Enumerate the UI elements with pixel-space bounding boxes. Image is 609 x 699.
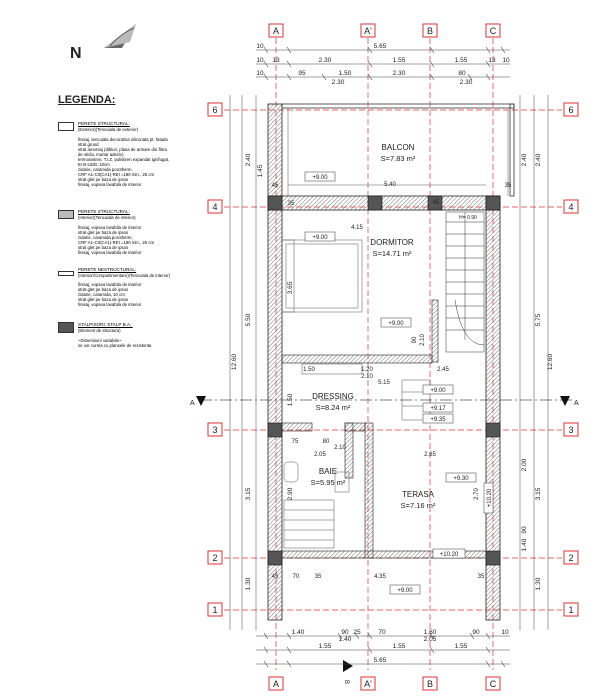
svg-text:+9.00: +9.00 xyxy=(397,588,413,594)
svg-text:A: A xyxy=(574,400,579,407)
svg-text:+9.00: +9.00 xyxy=(430,388,446,394)
axis-markers-bottom xyxy=(269,677,500,690)
legend-body-column: ~Dimensiuni variabile~ se vor corela cu plansele de rezistenta xyxy=(78,338,152,348)
svg-text:1.50: 1.50 xyxy=(303,367,315,373)
svg-text:95: 95 xyxy=(298,70,306,77)
top-dimensions xyxy=(256,43,510,86)
svg-text:90: 90 xyxy=(472,629,480,636)
room-area-dormitor: S=14.71 m² xyxy=(372,249,412,258)
svg-text:6: 6 xyxy=(568,105,574,115)
bathroom-fixtures xyxy=(284,462,349,548)
svg-text:2.30: 2.30 xyxy=(392,70,406,77)
svg-text:B: B xyxy=(343,680,349,685)
legend-body-exterior: finisaj, tencuiala decorativa siliconata pt. fatada strat grund strat amorsaj (dibluri, plasa de armare din fibra de sticla, mortar adeziv) termosistem, T.I.Z. polistiren expandat ignifugat, EI B-s2d0, 10cm zidarie, caramida porotherm, CRF A1-C0(CA1)-REI =180 min., 25 cm strat glet pe baza de ipsos finisaj, vopsea lavabila de interior xyxy=(78,137,170,187)
svg-text:1.55: 1.55 xyxy=(392,643,406,650)
axis-label-b: B xyxy=(426,26,434,36)
svg-text:4.15: 4.15 xyxy=(351,225,363,231)
svg-text:2: 2 xyxy=(212,553,218,563)
svg-text:13: 13 xyxy=(272,57,280,64)
legend-sub-interior: (Interior)(Tencuiala de interior) xyxy=(78,215,136,220)
right-dimensions xyxy=(521,153,554,590)
svg-text:1.55: 1.55 xyxy=(454,643,468,650)
legend-sub-nonstructural: (Interior/Compartimentare)(Tencuiala de interior) xyxy=(78,273,170,278)
svg-text:1.55: 1.55 xyxy=(318,643,332,650)
legend-sub-exterior: (Exterior)(Tencuiala de exterior) xyxy=(78,127,139,132)
svg-text:+9.35: +9.35 xyxy=(430,417,446,423)
legend-swatch-column xyxy=(58,322,74,333)
svg-text:10: 10 xyxy=(502,57,510,64)
svg-text:2.30: 2.30 xyxy=(331,79,345,86)
axis-label-c: C xyxy=(489,26,497,36)
svg-text:13: 13 xyxy=(488,57,496,64)
svg-text:75: 75 xyxy=(291,439,299,445)
svg-text:+9.00: +9.00 xyxy=(388,321,404,327)
axis-markers-top xyxy=(269,24,500,37)
svg-text:2.45: 2.45 xyxy=(437,367,449,373)
svg-text:3.65: 3.65 xyxy=(287,281,294,295)
svg-text:1: 1 xyxy=(568,605,574,615)
svg-text:+10.20: +10.20 xyxy=(487,488,493,508)
room-area-terasa: S=7.16 m² xyxy=(400,501,436,510)
svg-text:5.65: 5.65 xyxy=(373,657,387,664)
svg-text:70: 70 xyxy=(292,574,300,580)
svg-text:2.90: 2.90 xyxy=(287,487,294,501)
room-name-dormitor: DORMITOR xyxy=(370,238,414,247)
axis-label-a: A xyxy=(272,26,280,36)
legend-heading-exterior: PERETE STRUCTURAL: xyxy=(78,121,130,126)
svg-text:+10.20: +10.20 xyxy=(439,552,459,558)
svg-text:4: 4 xyxy=(568,202,574,212)
svg-text:1.30: 1.30 xyxy=(535,577,542,591)
room-name-balcon: BALCON xyxy=(381,143,415,152)
svg-text:45: 45 xyxy=(271,574,279,580)
bottom-dimensions xyxy=(292,629,509,664)
svg-text:1.40: 1.40 xyxy=(291,629,305,636)
svg-text:5.50: 5.50 xyxy=(245,313,252,327)
svg-text:3: 3 xyxy=(212,425,218,435)
svg-text:2.65: 2.65 xyxy=(424,452,436,458)
svg-text:1.20: 1.20 xyxy=(361,367,373,373)
svg-text:+9.30: +9.30 xyxy=(453,476,469,482)
svg-text:25: 25 xyxy=(353,629,361,636)
legend-heading-nonstructural: PERETE NESTRUCTURAL: xyxy=(78,267,137,272)
svg-text:A: A xyxy=(190,400,195,407)
axis-label-c-bottom: C xyxy=(489,679,497,689)
legend-heading-interior: PERETE STRUCTURAL: xyxy=(78,209,130,214)
legend-swatch-interior xyxy=(58,210,74,219)
legend-body-nonstructural: finisaj, vopsea lavabila de interior strat glet pe baza de ipsos zidarie, caramida, 10 cm strat glet pe baza de ipsos finisaj, vopsea lavabila de interior xyxy=(78,282,142,307)
svg-text:35: 35 xyxy=(504,183,512,189)
stairs xyxy=(446,212,484,352)
svg-text:2.10: 2.10 xyxy=(334,445,346,451)
svg-text:1.40: 1.40 xyxy=(338,636,352,643)
svg-text:2.10: 2.10 xyxy=(361,374,373,380)
svg-text:90: 90 xyxy=(521,526,528,534)
svg-text:45: 45 xyxy=(271,183,279,189)
svg-text:10: 10 xyxy=(256,57,264,64)
svg-text:90: 90 xyxy=(341,629,349,636)
room-name-dressing: DRESSING xyxy=(312,392,354,401)
svg-text:1.55: 1.55 xyxy=(392,57,406,64)
svg-text:1.60: 1.60 xyxy=(423,629,437,636)
svg-text:3.15: 3.15 xyxy=(245,487,252,501)
legend-sub-column: (Element de structura) xyxy=(78,328,121,333)
svg-text:12.60: 12.60 xyxy=(231,353,238,371)
svg-text:2.00: 2.00 xyxy=(521,458,528,472)
svg-text:70: 70 xyxy=(378,629,386,636)
svg-text:1: 1 xyxy=(212,605,218,615)
svg-text:1.45: 1.45 xyxy=(257,164,264,178)
interior-walls xyxy=(282,300,486,558)
north-arrow-icon xyxy=(70,24,136,62)
axis-label-a-prime: A' xyxy=(364,26,372,36)
svg-text:45: 45 xyxy=(432,200,440,206)
svg-text:2.40: 2.40 xyxy=(521,153,528,167)
svg-text:1.30: 1.30 xyxy=(245,577,252,591)
axis-label-b-bottom: B xyxy=(426,679,434,689)
room-area-dressing: S=8.24 m² xyxy=(315,403,351,412)
legend-heading-column: STALPISORI: STALP B.A.: xyxy=(78,322,133,327)
svg-text:80: 80 xyxy=(458,70,466,77)
svg-text:+9.00: +9.00 xyxy=(312,235,328,241)
svg-text:35: 35 xyxy=(287,201,295,207)
svg-text:N: N xyxy=(70,45,82,62)
left-dimensions xyxy=(231,153,294,590)
svg-text:80: 80 xyxy=(322,439,330,445)
svg-text:2.30: 2.30 xyxy=(318,57,332,64)
svg-text:4: 4 xyxy=(212,202,218,212)
svg-text:H= 0.90: H= 0.90 xyxy=(459,215,477,221)
svg-text:1.50: 1.50 xyxy=(338,70,352,77)
legend-swatch-nonstructural xyxy=(58,271,74,276)
svg-text:2.05: 2.05 xyxy=(314,452,326,458)
room-name-terasa: TERASA xyxy=(401,490,435,499)
room-area-baie: S=5.95 m² xyxy=(310,478,346,487)
svg-text:12.60: 12.60 xyxy=(547,353,554,371)
balcony-railing xyxy=(288,110,508,196)
svg-text:35: 35 xyxy=(477,574,485,580)
svg-text:35: 35 xyxy=(314,574,322,580)
svg-text:1.40: 1.40 xyxy=(521,538,528,552)
svg-text:2.30: 2.30 xyxy=(459,79,473,86)
svg-text:4.35: 4.35 xyxy=(374,574,386,580)
svg-text:+9.00: +9.00 xyxy=(312,175,328,181)
axis-label-a-prime-bottom: A' xyxy=(364,679,372,689)
svg-text:1.55: 1.55 xyxy=(454,57,468,64)
svg-text:2.05: 2.05 xyxy=(423,636,437,643)
svg-text:5.65: 5.65 xyxy=(373,43,387,50)
svg-text:90: 90 xyxy=(412,336,418,344)
svg-text:2: 2 xyxy=(568,553,574,563)
svg-text:10: 10 xyxy=(501,629,509,636)
svg-text:5.15: 5.15 xyxy=(378,380,390,386)
legend-title: LEGENDA: xyxy=(58,94,116,106)
svg-text:2.70: 2.70 xyxy=(474,488,480,500)
legend-body-interior: finisaj, vopsea lavabila de interior strat glet pe baza de ipsos zidarie, caramida porotherm, CRF A1-C0(CA1)-REI =180 min., 25 cm strat glet pe baza de ipsos finisaj, vopsea lavabila de interior xyxy=(78,225,155,255)
svg-text:3: 3 xyxy=(568,425,574,435)
svg-text:6: 6 xyxy=(212,105,218,115)
svg-text:2.40: 2.40 xyxy=(245,153,252,167)
svg-text:2.40: 2.40 xyxy=(535,153,542,167)
legend-swatch-exterior xyxy=(58,122,74,131)
svg-text:3.15: 3.15 xyxy=(535,487,542,501)
svg-text:+9.17: +9.17 xyxy=(430,406,446,412)
svg-text:10: 10 xyxy=(256,70,264,77)
axis-label-a-bottom: A xyxy=(272,679,280,689)
bed xyxy=(282,240,362,312)
svg-text:5.75: 5.75 xyxy=(535,313,542,327)
room-area-balcon: S=7.83 m² xyxy=(380,154,416,163)
svg-text:1.50: 1.50 xyxy=(287,393,294,407)
svg-text:2.10: 2.10 xyxy=(420,334,426,346)
room-name-baie: BAIE xyxy=(318,467,338,476)
svg-text:5.40: 5.40 xyxy=(384,182,396,188)
svg-text:10: 10 xyxy=(256,43,264,50)
